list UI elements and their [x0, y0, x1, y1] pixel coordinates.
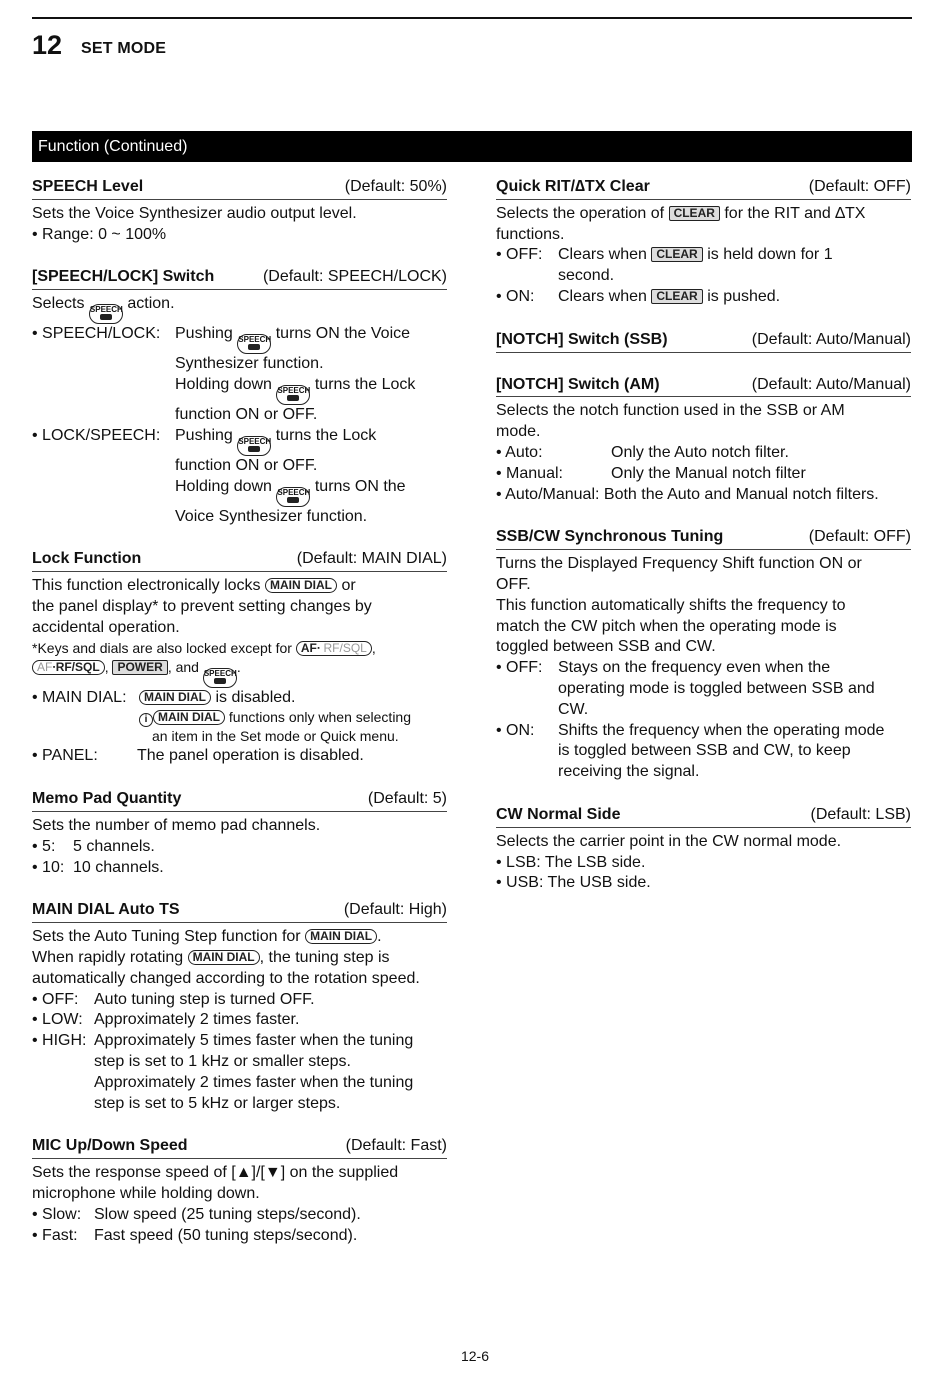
option-label: • ON: — [496, 721, 535, 739]
section-quick-rit: Quick RIT/∆TX Clear (Default: OFF) Selects the operation of CLEAR for the RIT and ∆TX functions. • OFF: Clears when CLEAR is held down for 1 second. • ON: Clears when CLEAR is pushed. — [496, 177, 911, 308]
section-default: (Default: OFF) — [808, 178, 911, 195]
speech-key-icon: SPEECH — [237, 334, 271, 354]
option-slow — [32, 1205, 447, 1226]
section-title: Memo Pad Quantity — [32, 790, 182, 808]
section-default: (Default: 5) — [367, 790, 447, 808]
option-fast — [32, 1226, 447, 1247]
option-manual — [496, 464, 911, 485]
desc-line: microphone while holding down. — [32, 1184, 260, 1202]
option-label: • LOCK/SPEECH: — [32, 426, 161, 444]
option-panel — [32, 746, 447, 767]
section-main-dial-auto-ts: MAIN DIAL Auto TS (Default: High) Sets the Auto Tuning Step function for MAIN DIAL . When rapidly rotating MAIN DIAL , the tuning step is automatically changed according to the rotation speed. • OFF: Auto tuning step is turned OFF. • LOW: Approximately 2 times faster. • HIGH: Approximately 5 times faster when the tuning step is set to 1 kHz or smaller steps. Approximately 2 times faster when the tuning step is set to 5 kHz or larger steps. — [32, 900, 447, 1114]
section-title: SSB/CW Synchronous Tuning — [496, 528, 724, 546]
section-desc: Selects the carrier point in the CW normal mode. — [496, 832, 842, 850]
option-label: • MAIN DIAL: — [32, 688, 127, 706]
section-banner: Function (Continued) — [32, 131, 912, 162]
text: Selects — [32, 295, 85, 313]
section-title: Quick RIT/∆TX Clear — [496, 178, 650, 195]
page-number: 12-6 — [460, 1348, 490, 1364]
info-note: i MAIN DIAL functions only when selecting — [32, 708, 447, 727]
desc-line: accidental operation. — [32, 618, 180, 636]
note: *Keys and dials are also locked except for AF∙ RF/SQL , AF∙RF/SQL , POWER , and SPEECH . — [32, 639, 447, 688]
desc-line: the panel display* to prevent setting changes by — [32, 597, 372, 615]
option-label: • Slow: — [32, 1205, 82, 1223]
option-label: • LOW: — [32, 1011, 83, 1029]
option-label: • ON: — [496, 287, 535, 305]
option-value: Approximately 2 times faster. — [94, 1011, 300, 1029]
section-lock-function: Lock Function (Default: MAIN DIAL) This function electronically locks MAIN DIAL or the panel display* to prevent setting changes by accidental operation. *Keys and dials are also locked except for AF∙ RF/SQL , AF∙RF/SQL , POWER , and SPEECH . • MAIN DIAL: MAIN DIAL is disabled. i MAIN DIAL functions only when selecting an item in the Set mode or Quick menu. • PANEL: The panel operation is disabled. — [32, 549, 447, 767]
clear-key: CLEAR — [651, 289, 702, 304]
section-title: SPEECH Level — [32, 178, 144, 195]
section-desc: Sets the Voice Synthesizer audio output level. — [32, 204, 357, 222]
af-rf-sql-key: AF∙ RF/SQL — [296, 641, 372, 656]
clear-key: CLEAR — [651, 247, 702, 262]
info-icon: i — [139, 713, 153, 727]
desc-line: automatically changed according to the rotation speed. — [32, 969, 420, 987]
option-10 — [32, 858, 447, 879]
desc-line: This function automatically shifts the frequency to — [496, 596, 846, 614]
option-value: Both the Auto and Manual notch filters. — [603, 485, 879, 503]
section-default: (Default: Fast) — [345, 1137, 447, 1155]
option-label: • Manual: — [496, 464, 563, 482]
main-dial-key: MAIN DIAL — [305, 929, 377, 944]
section-cw-normal-side — [496, 805, 911, 894]
main-dial-key: MAIN DIAL — [265, 578, 337, 593]
option-value: Slow speed (25 tuning steps/second). — [94, 1205, 361, 1223]
main-dial-key: MAIN DIAL — [153, 710, 225, 725]
option-main-dial: • MAIN DIAL: MAIN DIAL is disabled. — [32, 688, 447, 709]
speech-key-icon: SPEECH — [276, 385, 310, 405]
section-speech-lock-switch — [32, 267, 447, 527]
option-value: The panel operation is disabled. — [137, 747, 364, 765]
section-title: [SPEECH/LOCK] Switch — [32, 268, 215, 286]
option-label: • OFF: — [32, 990, 79, 1008]
section-title: MAIN DIAL Auto TS — [32, 901, 180, 919]
section-default: (Default: Auto/Manual) — [751, 330, 911, 348]
option-label: • OFF: — [496, 246, 543, 264]
option-value: 10 channels. — [73, 858, 164, 876]
option-label: • 5: — [32, 837, 56, 855]
option-5 — [32, 837, 447, 858]
option-auto-manual — [496, 485, 911, 506]
section-default: (Default: MAIN DIAL) — [296, 550, 447, 568]
desc-line: Sets the response speed of [▲]/[▼] on the supplied — [32, 1164, 399, 1182]
section-ssb-cw-sync — [496, 527, 911, 783]
chapter-title: SET MODE — [81, 40, 167, 57]
section-notch-am — [496, 375, 911, 506]
option-on: • ON: Clears when CLEAR is pushed. — [496, 287, 911, 308]
option-value: 5 channels. — [73, 837, 155, 855]
section-default: (Default: Auto/Manual) — [751, 375, 911, 393]
desc-line: functions. — [496, 225, 565, 243]
section-mic-speed — [32, 1136, 447, 1246]
section-title: [NOTCH] Switch (AM) — [496, 375, 660, 393]
right-column — [496, 177, 911, 916]
main-dial-key: MAIN DIAL — [139, 690, 211, 705]
chapter-number: 12 — [32, 30, 63, 60]
left-column — [32, 177, 447, 1268]
section-speech-level — [32, 177, 447, 245]
option-off: • OFF: Clears when CLEAR is held down for 1 second. — [496, 245, 911, 287]
option-label: • Fast: — [32, 1226, 78, 1244]
clear-key: CLEAR — [669, 206, 720, 221]
section-default: (Default: OFF) — [808, 528, 911, 546]
option-usb: • USB: The USB side. — [496, 874, 651, 892]
option-value: Auto tuning step is turned OFF. — [94, 990, 315, 1008]
desc-line: OFF. — [496, 575, 531, 593]
speech-key-icon: SPEECH — [237, 436, 271, 456]
option-auto — [496, 443, 911, 464]
option-off: • OFF: Stays on the frequency even when the operating mode is toggled between SSB and CW. — [496, 658, 911, 720]
option-high: • HIGH: Approximately 5 times faster when the tuning step is set to 1 kHz or smaller steps. Approximately 2 times faster when the tuning step is set to 5 kHz or larger steps. — [32, 1031, 447, 1114]
section-title: Lock Function — [32, 550, 142, 568]
desc-line: mode. — [496, 423, 541, 441]
desc-line: toggled between SSB and CW. — [496, 638, 716, 656]
main-dial-key: MAIN DIAL — [188, 950, 260, 965]
option-label: • Auto: — [496, 443, 543, 461]
section-title: [NOTCH] Switch (SSB) — [496, 330, 668, 348]
option-off — [32, 990, 447, 1011]
top-rule — [32, 17, 912, 19]
option-speech-lock: • SPEECH/LOCK: Pushing SPEECH turns ON the Voice Synthesizer function. Holding down SPEECH turns the Lock function ON or OFF. — [32, 324, 447, 426]
option-lsb: • LSB: The LSB side. — [496, 853, 646, 871]
section-default: (Default: SPEECH/LOCK) — [262, 268, 447, 286]
option-label: • HIGH: — [32, 1032, 87, 1050]
section-title: CW Normal Side — [496, 805, 621, 823]
section-default: (Default: 50%) — [344, 178, 447, 195]
power-key: POWER — [112, 660, 167, 675]
speech-key-icon: SPEECH — [276, 487, 310, 507]
speech-key-icon: SPEECH — [203, 668, 237, 688]
option-lock-speech: • LOCK/SPEECH: Pushing SPEECH turns the Lock function ON or OFF. Holding down SPEECH turns ON the Voice Synthesizer function. — [32, 426, 447, 528]
option-value: Only the Manual notch filter — [611, 464, 806, 482]
text: action. — [127, 295, 175, 313]
section-title: MIC Up/Down Speed — [32, 1137, 188, 1155]
desc-line: Turns the Displayed Frequency Shift function ON or — [496, 555, 862, 573]
range-item: • Range: 0 ~ 100% — [32, 225, 167, 243]
section-default: (Default: High) — [343, 901, 447, 919]
option-label: • PANEL: — [32, 747, 98, 765]
info-note-line: an item in the Set mode or Quick menu. — [152, 728, 399, 745]
section-desc: Sets the number of memo pad channels. — [32, 816, 321, 834]
option-label: • Auto/Manual: — [496, 485, 600, 503]
speech-key-icon: SPEECH — [89, 304, 123, 324]
section-memo-pad-quantity — [32, 789, 447, 878]
option-on: • ON: Shifts the frequency when the operating mode is toggled between SSB and CW, to keep receiving the signal. — [496, 721, 911, 783]
desc-line: Selects the notch function used in the SSB or AM — [496, 402, 845, 420]
option-label: • OFF: — [496, 659, 543, 677]
section-default: (Default: LSB) — [810, 805, 911, 823]
option-value: Only the Auto notch filter. — [611, 443, 789, 461]
desc-line: match the CW pitch when the operating mode is — [496, 617, 837, 635]
option-label: • 10: — [32, 858, 65, 876]
option-low — [32, 1010, 447, 1031]
option-value: Fast speed (50 tuning steps/second). — [94, 1226, 358, 1244]
af-rf-sql-key-alt: AF∙RF/SQL — [32, 660, 105, 675]
option-label: • SPEECH/LOCK: — [32, 325, 161, 343]
section-notch-ssb — [496, 330, 911, 353]
